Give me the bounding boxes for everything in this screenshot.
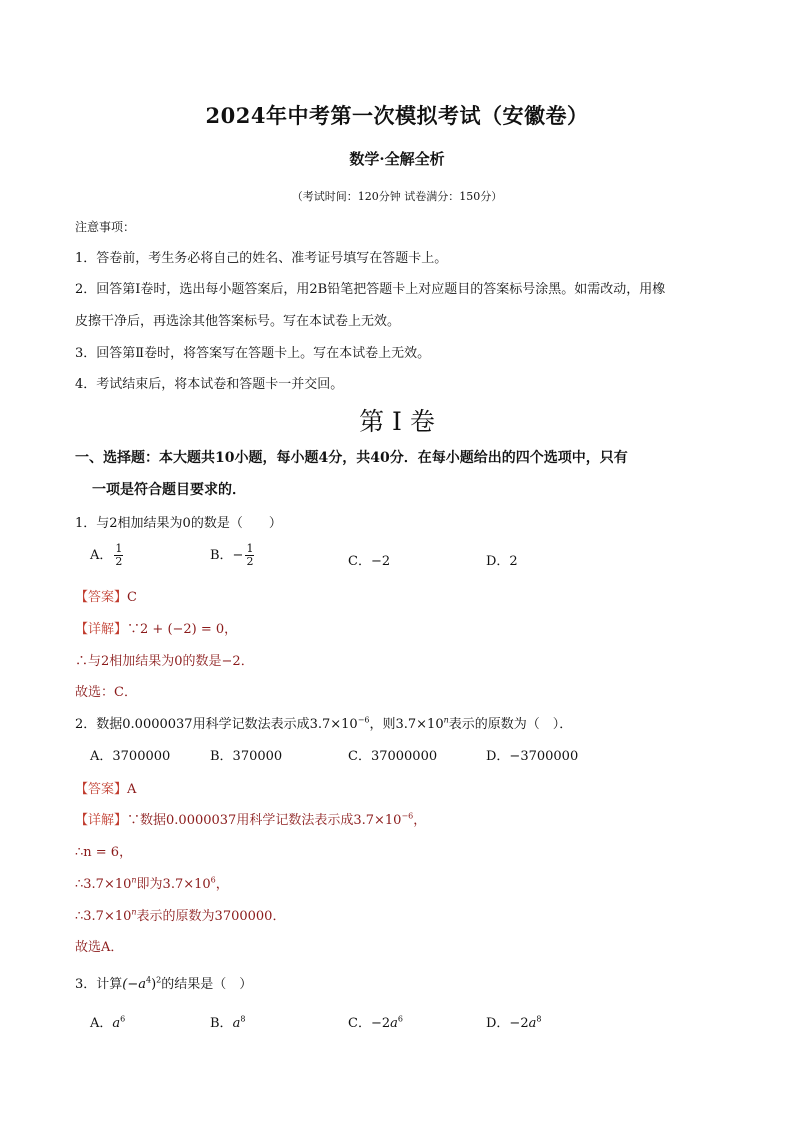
q2-detail: 【详解】∵数据0.0000037用科学记数法表示成$3.7\times 10^{-6}$， bbox=[75, 811, 427, 828]
q2-option-b: B．370000 bbox=[210, 749, 283, 764]
q1-option-a: A． $\frac{1}{2}$ bbox=[90, 542, 123, 568]
q1-detail-line: 故选：C． bbox=[75, 685, 137, 700]
q3-option-d: D．$-2a^8$ bbox=[486, 1014, 542, 1031]
q1-answer: 【答案】C bbox=[75, 590, 137, 605]
q2-option-a: A．3700000 bbox=[90, 749, 171, 764]
note-item: 1．答卷前，考生务必将自己的姓名、准考证号填写在答题卡上。 bbox=[75, 251, 448, 266]
q2-detail-line: ∴n = 6， bbox=[75, 845, 133, 860]
part-heading-line2: 一项是符合题目要求的． bbox=[92, 482, 246, 498]
q1-option-b: B．− $\frac{1}{2}$ bbox=[210, 542, 254, 568]
section-title: 第 I 卷 bbox=[359, 407, 435, 436]
note-item: 4．考试结束后，将本试卷和答题卡一并交回。 bbox=[75, 377, 344, 392]
page-subtitle: 数学·全解全析 bbox=[349, 150, 445, 168]
q3-option-c: C．$-2a^6$ bbox=[348, 1014, 403, 1031]
q2-option-c: C．37000000 bbox=[348, 749, 438, 764]
q2-answer: 【答案】A bbox=[75, 782, 137, 797]
q3-option-b: B．$a^8$ bbox=[210, 1014, 246, 1031]
q1-option-d: D．2 bbox=[486, 554, 518, 569]
exam-time-info: （考试时间：120分钟 试卷满分：150分） bbox=[291, 190, 503, 203]
question-3-stem: 3．计算$(-a^4)^2$的结果是（ ） bbox=[75, 975, 253, 992]
q1-detail-line: ∴与2相加结果为0的数是−2． bbox=[75, 654, 254, 669]
page-title: 2024年中考第一次模拟考试（安徽卷） bbox=[205, 103, 589, 128]
q1-detail: 【详解】∵2 + (−2) = 0， bbox=[75, 622, 238, 637]
note-item: 2．回答第Ⅰ卷时，选出每小题答案后，用2B铅笔把答题卡上对应题目的答案标号涂黑。如需改动，用橡 bbox=[75, 282, 666, 297]
q3-option-a: A．$a^6$ bbox=[90, 1014, 126, 1031]
part-heading-line1: 一、选择题：本大题共10小题，每小题4分，共40分．在每小题给出的四个选项中，只有 bbox=[75, 450, 628, 466]
q2-detail-line: $\therefore 3.7\times 10^n$即为$3.7\times 10^6$， bbox=[75, 875, 229, 892]
q2-option-d: D．−3700000 bbox=[486, 749, 579, 764]
q2-detail-line: 故选A． bbox=[75, 940, 124, 955]
note-item: 皮擦干净后，再选涂其他答案标号。写在本试卷上无效。 bbox=[75, 314, 401, 329]
question-1-stem: 1．与2相加结果为0的数是（ ） bbox=[75, 516, 282, 531]
q2-detail-line: $\therefore 3.7\times 10^n$表示的原数为3700000． bbox=[75, 907, 286, 924]
q1-option-c: C．−2 bbox=[348, 554, 391, 569]
notes-heading: 注意事项： bbox=[75, 220, 136, 234]
question-2-stem: 2．数据0.0000037用科学记数法表示成$3.7\times 10^{-6}$，则$3.7\times 10^n$表示的原数为（ ）． bbox=[75, 715, 573, 732]
note-item: 3．回答第Ⅱ卷时，将答案写在答题卡上。写在本试卷上无效。 bbox=[75, 346, 431, 361]
